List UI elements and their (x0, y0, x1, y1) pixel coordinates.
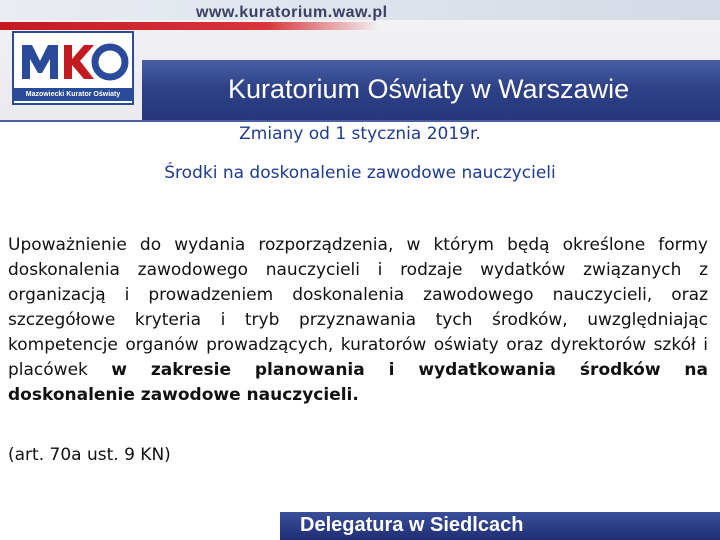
paragraph-emphasis: w zakresie planowania i wydatkowania środków na doskonalenie zawodowe nauczycieli. (8, 360, 709, 405)
slide-subtitle-topic: Środki na doskonalenie zawodowe nauczycieli (164, 163, 556, 183)
red-accent-line (0, 22, 380, 30)
paragraph-text: Upoważnienie do wydania rozporządzenia, w którym będą określone formy doskonalenia zawodowego nauczycieli i rodzaje wydatków związanych z organizacją i prowadzeniem doskonalenia zawodowego nauczycieli, oraz szczegółowe kryteria i tryb przyznawania tych środków, uwzględniając kompetencje organów prowadzących, kuratorów oświaty oraz dyrektorów szkół i placówek (8, 235, 708, 380)
header-banner (0, 0, 720, 122)
mko-logo (12, 31, 134, 105)
footer-label: Delegatura w Siedlcach (300, 514, 524, 536)
legal-reference: (art. 70a ust. 9 KN) (8, 445, 171, 465)
logo-caption: Mazowiecki Kurator Oświaty (14, 88, 132, 101)
organization-title: Kuratorium Oświaty w Warszawie (228, 74, 630, 104)
website-url: www.kuratorium.waw.pl (196, 4, 388, 21)
slide-subtitle-date: Zmiany od 1 stycznia 2019r. (239, 124, 481, 144)
main-paragraph (8, 233, 708, 408)
header-divider (0, 120, 720, 122)
mko-logo-letters (14, 35, 132, 87)
